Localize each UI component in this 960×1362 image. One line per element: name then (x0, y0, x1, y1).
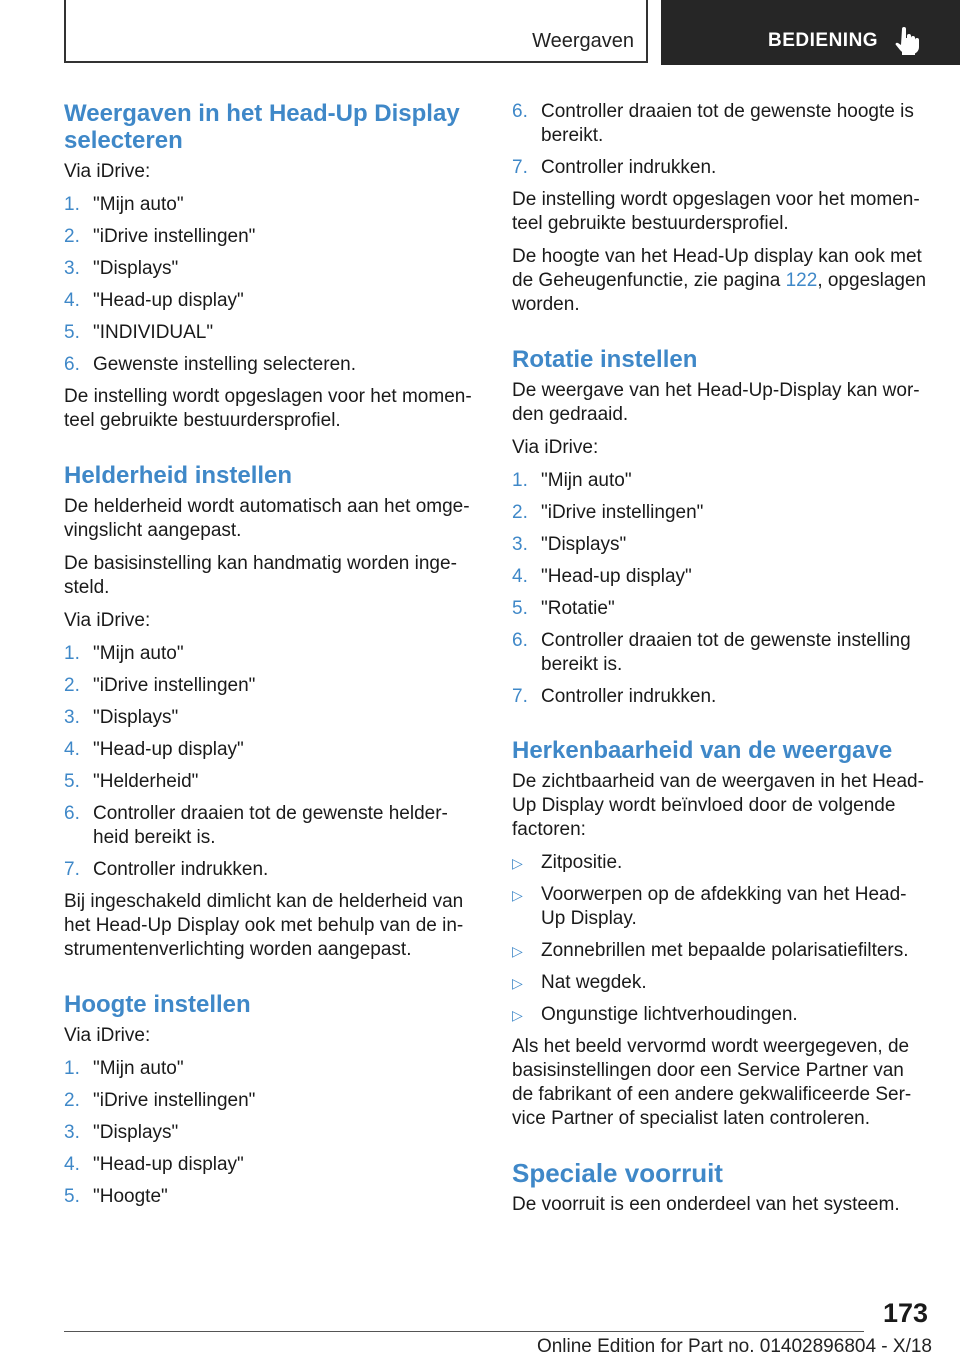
list-item: 6. Gewenste instelling selecteren. (64, 354, 356, 375)
list-item: ▷ Zonnebrillen met bepaalde polarisatiefilters. (512, 940, 909, 961)
list-item: ▷ Nat wegdek. (512, 972, 647, 993)
list-item: 5. "Helderheid" (64, 771, 199, 792)
page-reference-link[interactable]: 122 (785, 270, 818, 291)
via-idrive-label: Via iDrive: (64, 161, 151, 182)
right-column (512, 100, 927, 1226)
paragraph: De helderheid wordt automatisch aan het omge-vingslicht aangepast. (64, 496, 470, 541)
via-idrive-label: Via iDrive: (64, 610, 151, 631)
paragraph: De voorruit is een onderdeel van het systeem. (512, 1194, 900, 1215)
list-item: 3. "Displays" (64, 258, 179, 279)
list-item: 4. "Head-up display" (64, 1154, 244, 1175)
pointing-hand-icon (894, 27, 920, 55)
factors-list (512, 851, 927, 1027)
paragraph: De hoogte van het Head-Up display kan ook met de Geheugenfunctie, zie pagina 122, opgeslagen worden. (512, 246, 927, 315)
page-header (0, 0, 960, 66)
paragraph: De weergave van het Head-Up-Display kan wor-den gedraaid. (512, 380, 920, 425)
heading-brightness: Helderheid instellen (64, 462, 293, 489)
paragraph: De instelling wordt opgeslagen voor het momen-teel gebruikte bestuurdersprofiel. (64, 386, 472, 431)
page-number: 173 (882, 1298, 928, 1328)
paragraph: De instelling wordt opgeslagen voor het momen-teel gebruikte bestuurdersprofiel. (512, 189, 920, 234)
list-item: 3. "Displays" (512, 534, 627, 555)
list-item: 6. Controller draaien tot de gewenste helder-heid bereikt is. (64, 803, 448, 848)
list-item: 7. Controller indrukken. (512, 686, 717, 707)
heading-rotation: Rotatie instellen (512, 346, 698, 373)
heading-special-windshield: Speciale voorruit (512, 1158, 723, 1188)
paragraph: Bij ingeschakeld dimlicht kan de helderheid van het Head-Up Display ook met behulp van de in-strumentenverlichting worden aangepast. (64, 891, 464, 960)
list-item: 4. "Head-up display" (64, 290, 244, 311)
heading-select-displays: Weergaven in het Head-Up Display selecteren (64, 100, 460, 154)
list-item: 5. "Hoogte" (64, 1186, 168, 1207)
steps-list-brightness (64, 642, 479, 882)
heading-height: Hoogte instellen (64, 991, 251, 1018)
list-item: ▷ Voorwerpen op de afdekking van het Head-Up Display. (512, 884, 907, 929)
list-item: 3. "Displays" (64, 707, 179, 728)
list-item: 1. "Mijn auto" (64, 194, 184, 215)
steps-list-select (64, 193, 479, 377)
section-tab (64, 0, 648, 63)
triangle-bullet-icon: ▷ (512, 1007, 523, 1023)
list-item: 6. Controller draaien tot de gewenste instelling bereikt is. (512, 630, 911, 675)
list-item: 1. "Mijn auto" (64, 643, 184, 664)
paragraph: De basisinstelling kan handmatig worden inge-steld. (64, 553, 457, 598)
list-item: 2. "iDrive instellingen" (512, 502, 704, 523)
list-item: 7. Controller indrukken. (512, 157, 717, 178)
footer-divider (64, 1331, 864, 1332)
chapter-title: BEDIENING (768, 30, 879, 51)
triangle-bullet-icon: ▷ (512, 887, 523, 903)
list-item: 1. "Mijn auto" (64, 1058, 184, 1079)
list-item: 2. "iDrive instellingen" (64, 1090, 256, 1111)
list-item: 1. "Mijn auto" (512, 470, 632, 491)
paragraph: De zichtbaarheid van de weergaven in het Head-Up Display wordt beïnvloed door de volgende factoren: (512, 771, 924, 840)
heading-visibility: Herkenbaarheid van de weergave (512, 737, 893, 764)
list-item: 2. "iDrive instellingen" (64, 675, 256, 696)
list-item: 4. "Head-up display" (512, 566, 692, 587)
list-item: 4. "Head-up display" (64, 739, 244, 760)
triangle-bullet-icon: ▷ (512, 975, 523, 991)
list-item: ▷ Zitpositie. (512, 852, 623, 873)
section-title: Weergaven (532, 30, 634, 52)
list-item: 3. "Displays" (64, 1122, 179, 1143)
via-idrive-label: Via iDrive: (512, 437, 599, 458)
chapter-tab (661, 0, 960, 65)
list-item: 2. "iDrive instellingen" (64, 226, 256, 247)
list-item: 5. "INDIVIDUAL" (64, 322, 214, 343)
triangle-bullet-icon: ▷ (512, 943, 523, 959)
left-column (64, 100, 479, 1217)
via-idrive-label: Via iDrive: (64, 1025, 151, 1046)
list-item: ▷ Ongunstige lichtverhoudingen. (512, 1004, 798, 1025)
steps-list-height (64, 1057, 479, 1209)
steps-list-rotation (512, 469, 927, 709)
triangle-bullet-icon: ▷ (512, 855, 523, 871)
footer-edition: Online Edition for Part no. 01402896804 - X/18 (536, 1336, 932, 1357)
steps-list-height-continued (512, 100, 927, 180)
list-item: 6. Controller draaien tot de gewenste hoogte is bereikt. (512, 101, 914, 146)
list-item: 7. Controller indrukken. (64, 859, 269, 880)
paragraph: Als het beeld vervormd wordt weergegeven, de basisinstellingen door een Service Partner van de fabrikant of een andere gekwalificeerde Ser-vice Partner of specialist laten controleren. (512, 1036, 912, 1129)
list-item: 5. "Rotatie" (512, 598, 615, 619)
